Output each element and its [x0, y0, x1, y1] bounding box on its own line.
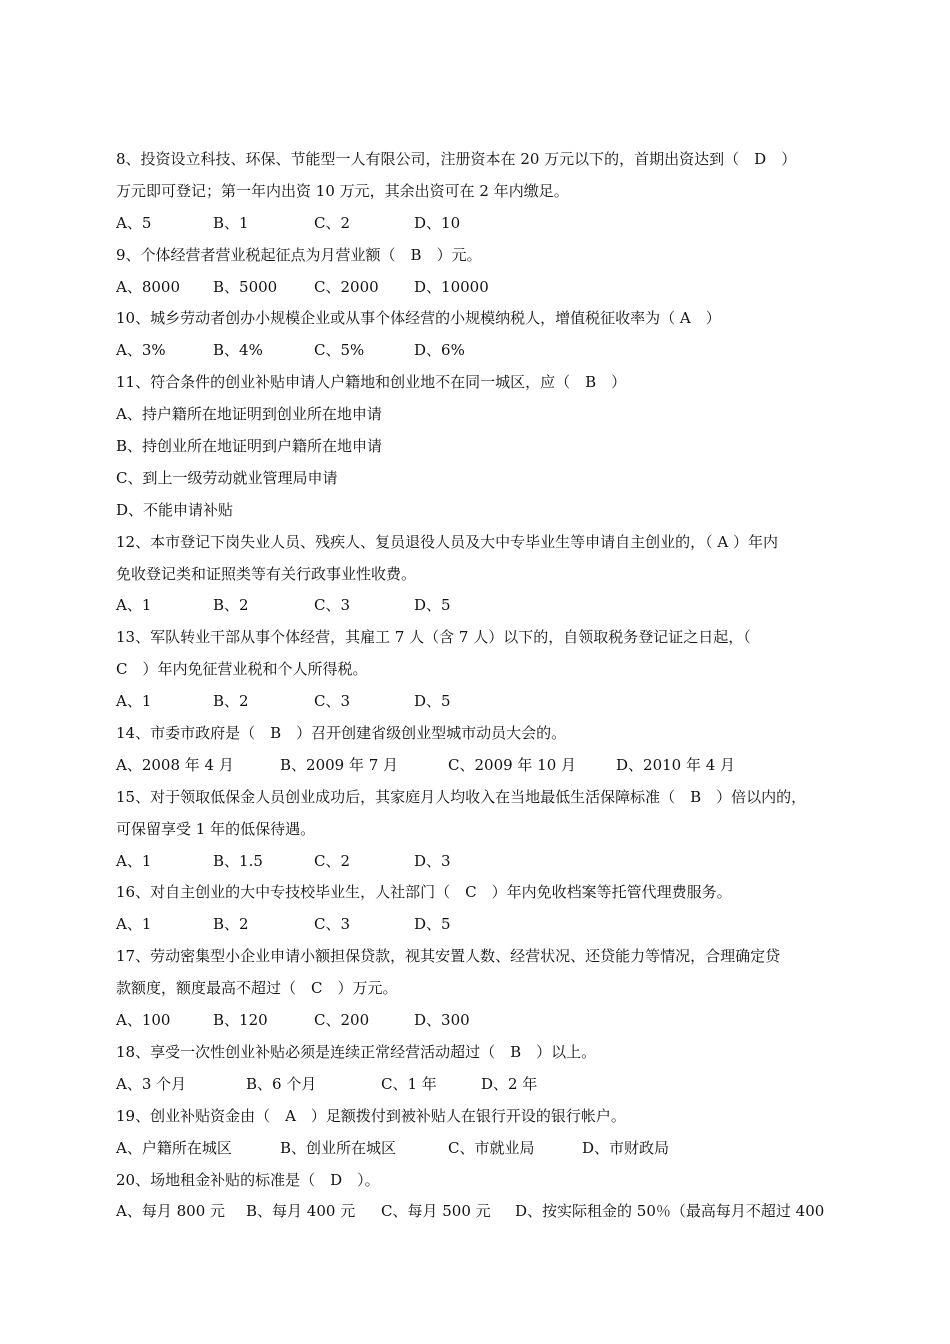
option-d: D、不能申请补贴	[116, 500, 234, 519]
option-b: B、1	[213, 213, 249, 232]
question-stem: 11、符合条件的创业补贴申请人户籍地和创业地不在同一城区，应（ B ）	[116, 373, 627, 392]
option-b: B、1.5	[213, 851, 263, 870]
option-b: B、每月 400 元	[246, 1202, 356, 1221]
option-c: C、5%	[314, 341, 365, 360]
question-stem: 万元即可登记；第一年内出资 10 万元，其余出资可在 2 年内缴足。	[116, 181, 569, 200]
question-stem: 18、享受一次性创业补贴必须是连续正常经营活动超过（ B ）以上。	[116, 1042, 597, 1061]
option-c: C、2009 年 10 月	[448, 755, 577, 774]
option-b: B、4%	[213, 341, 263, 360]
option-d: D、5	[414, 915, 451, 934]
option-a: A、1	[116, 851, 152, 870]
option-b: B、5000	[213, 277, 278, 296]
option-a: A、1	[116, 915, 152, 934]
question-stem: 免收登记类和证照类等有关行政事业性收费。	[116, 564, 417, 583]
option-d: D、10	[414, 213, 461, 232]
question-stem: 19、创业补贴资金由（ A ）足额拨付到被补贴人在银行开设的银行帐户。	[116, 1106, 626, 1125]
question-stem: 13、军队转业干部从事个体经营，其雇工 7 人（含 7 人）以下的，自领取税务登记证之日起，（	[116, 628, 751, 647]
option-a: A、持户籍所在地证明到创业所在地申请	[116, 405, 382, 424]
option-b: B、120	[213, 1011, 268, 1030]
option-row	[116, 590, 876, 622]
question-stem: 20、场地租金补贴的标准是（ D ）。	[116, 1170, 380, 1189]
option-d: D、10000	[414, 277, 489, 296]
option-b: B、创业所在城区	[280, 1138, 397, 1157]
option-row	[116, 1133, 876, 1165]
option-d: D、5	[414, 692, 451, 711]
option-c: C、1 年	[381, 1074, 437, 1093]
question-list	[116, 144, 876, 1228]
option-c: C、3	[314, 596, 351, 615]
option-row	[116, 1196, 876, 1228]
question-stem: 9、个体经营者营业税起征点为月营业额（ B ）元。	[116, 245, 482, 264]
option-row	[116, 750, 876, 782]
question-stem: 8、投资设立科技、环保、节能型一人有限公司，注册资本在 20 万元以下的，首期出资达到（ D ）	[116, 150, 797, 168]
option-row	[116, 1005, 876, 1037]
question-stem: 15、对于领取低保金人员创业成功后，其家庭月人均收入在当地最低生活保障标准（ B ）倍以内的，	[116, 787, 807, 806]
option-d: D、2 年	[481, 1074, 538, 1093]
question-stem: 10、城乡劳动者创办小规模企业或从事个体经营的小规模纳税人，增值税征收率为（ A ）	[116, 309, 721, 328]
question-stem: 12、本市登记下岗失业人员、残疾人、复员退役人员及大中专毕业生等申请自主创业的，（ A ）年内	[116, 532, 778, 551]
option-row	[116, 909, 876, 941]
option-row	[116, 686, 876, 718]
option-c: C、3	[314, 915, 351, 934]
option-d: D、6%	[414, 341, 465, 360]
option-d: D、2010 年 4 月	[616, 755, 736, 774]
option-d: D、市财政局	[582, 1138, 670, 1157]
option-a: A、3 个月	[116, 1074, 187, 1093]
option-c: C、2000	[314, 277, 379, 296]
option-a: A、1	[116, 692, 152, 711]
option-a: A、户籍所在城区	[116, 1138, 232, 1157]
option-b: B、2009 年 7 月	[280, 755, 399, 774]
option-c: C、2	[314, 213, 351, 232]
option-row	[116, 335, 876, 367]
option-a: A、8000	[116, 277, 181, 296]
option-a: A、5	[116, 213, 152, 232]
option-a: A、100	[116, 1011, 171, 1030]
option-a: A、1	[116, 596, 152, 615]
option-a: A、3%	[116, 341, 166, 360]
question-stem: C ）年内免征营业税和个人所得税。	[116, 660, 368, 679]
question-stem: 可保留享受 1 年的低保待遇。	[116, 819, 316, 838]
option-d: D、按实际租金的 50％（最高每月不超过 400	[515, 1202, 825, 1221]
question-stem: 17、劳动密集型小企业申请小额担保贷款，视其安置人数、经营状况、还贷能力等情况，合理确定贷	[116, 947, 781, 966]
option-b: B、6 个月	[246, 1074, 317, 1093]
option-c: C、到上一级劳动就业管理局申请	[116, 468, 338, 487]
question-stem: 16、对自主创业的大中专技校毕业生，人社部门（ C ）年内免收档案等托管代理费服务。	[116, 883, 732, 902]
option-b: B、2	[213, 692, 249, 711]
option-d: D、3	[414, 851, 451, 870]
option-row	[116, 272, 876, 304]
option-a: A、每月 800 元	[116, 1202, 225, 1221]
option-d: D、300	[414, 1011, 470, 1030]
question-stem: 款额度，额度最高不超过（ C ）万元。	[116, 979, 398, 998]
option-b: B、2	[213, 915, 249, 934]
option-c: C、市就业局	[448, 1138, 535, 1157]
option-row	[116, 1069, 876, 1101]
option-d: D、5	[414, 596, 451, 615]
option-c: C、2	[314, 851, 351, 870]
option-c: C、每月 500 元	[381, 1202, 491, 1221]
option-row	[116, 208, 876, 240]
option-c: C、200	[314, 1011, 370, 1030]
option-b: B、2	[213, 596, 249, 615]
option-b: B、持创业所在地证明到户籍所在地申请	[116, 437, 383, 456]
question-stem: 14、市委市政府是（ B ）召开创建省级创业型城市动员大会的。	[116, 724, 567, 743]
option-c: C、3	[314, 692, 351, 711]
option-a: A、2008 年 4 月	[116, 755, 234, 774]
option-row	[116, 846, 876, 878]
